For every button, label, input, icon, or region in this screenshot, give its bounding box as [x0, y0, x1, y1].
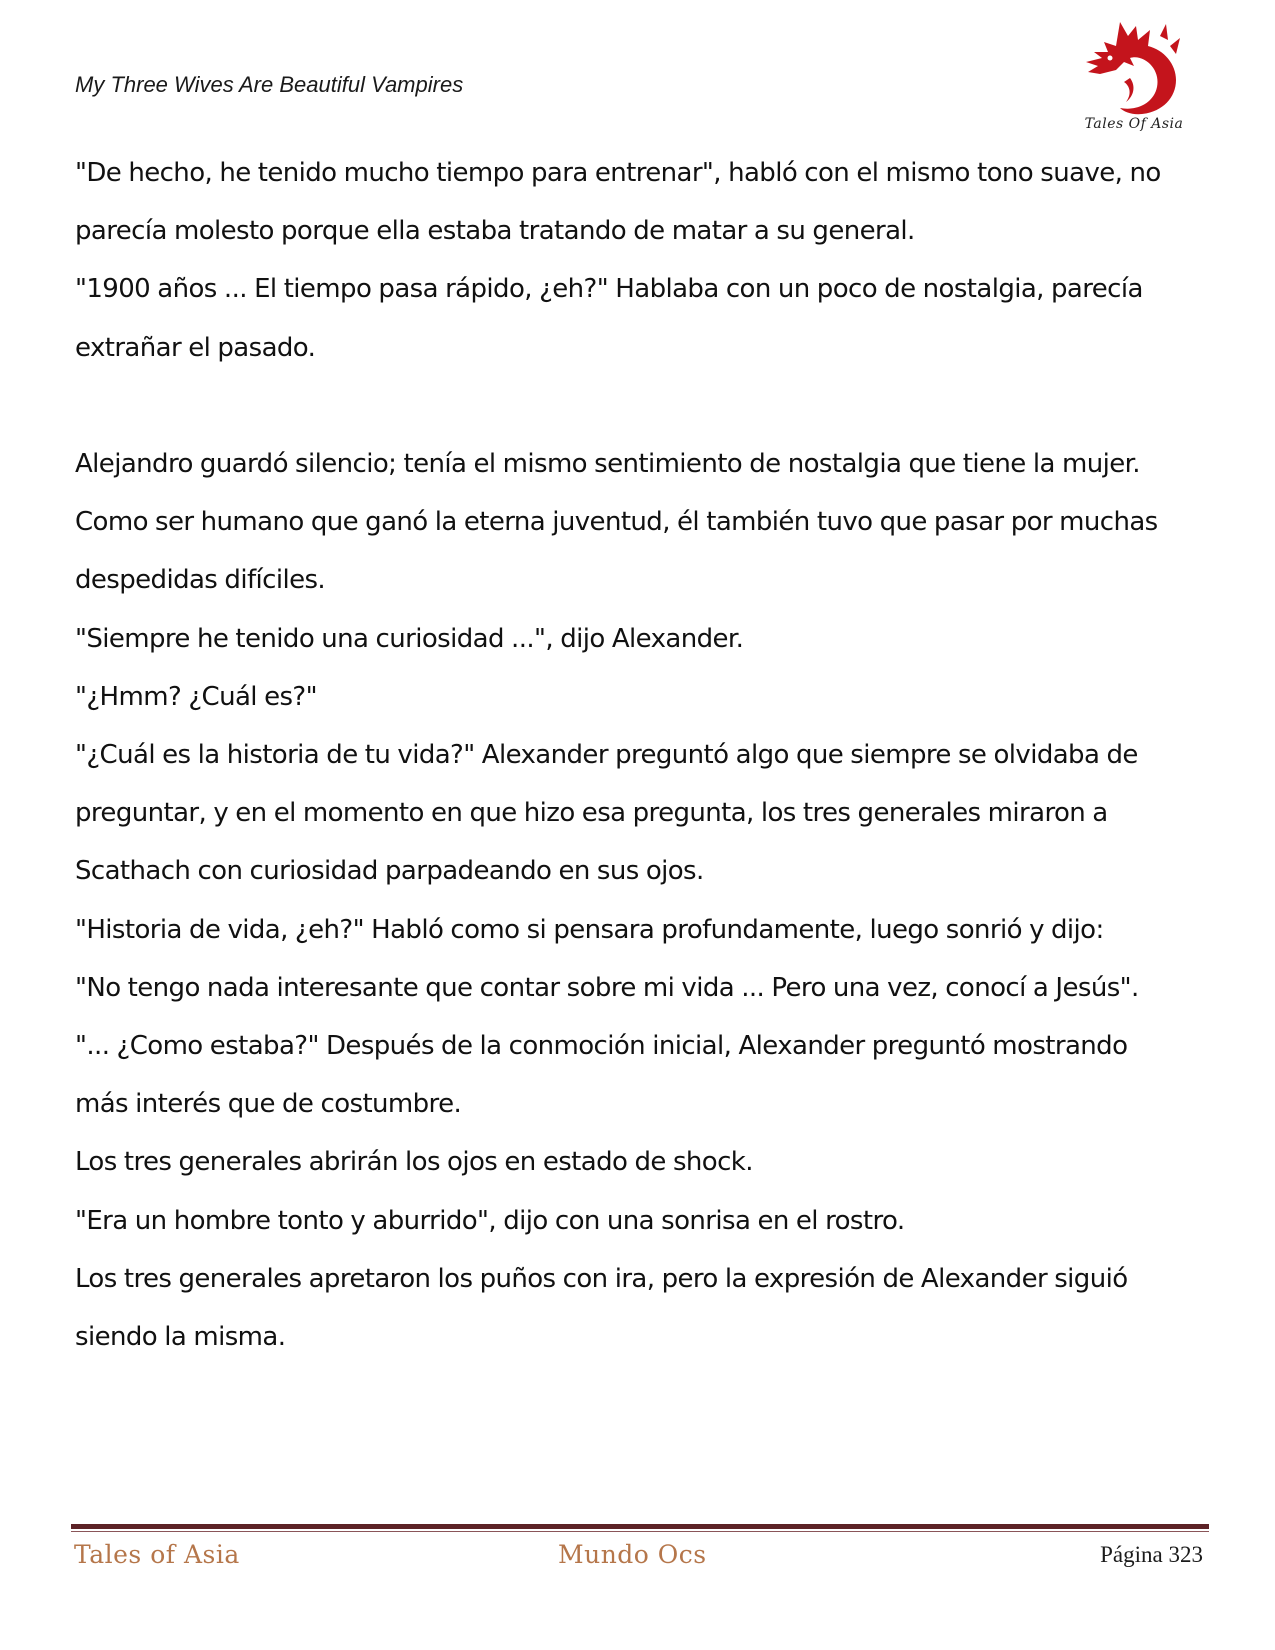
text-line: más interés que de costumbre.	[75, 1089, 462, 1120]
text-line: "... ¿Como estaba?" Después de la conmoción inicial, Alexander preguntó mostrando	[75, 1031, 1128, 1062]
text-line: "De hecho, he tenido mucho tiempo para entrenar", habló con el mismo tono suave, no	[75, 158, 1161, 188]
text-line: parecía molesto porque ella estaba tratando de matar a su general.	[75, 216, 915, 247]
text-line: preguntar, y en el momento en que hizo esa pregunta, los tres generales miraron a	[75, 798, 1108, 829]
page-number: Página 323	[1100, 1542, 1203, 1567]
text-line: "Siempre he tenido una curiosidad ...", dijo Alexander.	[75, 623, 744, 654]
text-line: extrañar el pasado.	[75, 332, 316, 363]
book-title: My Three Wives Are Beautiful Vampires	[75, 72, 464, 97]
text-line: "¿Cuál es la historia de tu vida?" Alexander preguntó algo que siempre se olvidaba de	[75, 740, 1138, 771]
footer-brand: Tales of Asia	[74, 1540, 240, 1569]
text-line: "Era un hombre tonto y aburrido", dijo con una sonrisa en el rostro.	[75, 1205, 905, 1236]
text-line: "Historia de vida, ¿eh?" Habló como si pensara profundamente, luego sonrió y dijo:	[75, 914, 1104, 945]
text-line: "1900 años ... El tiempo pasa rápido, ¿eh?" Hablaba con un poco de nostalgia, parecía	[75, 274, 1143, 305]
dragon-icon	[1080, 16, 1188, 120]
blank-line	[75, 377, 1205, 435]
tales-of-asia-logo	[1080, 16, 1188, 138]
logo-text: Tales Of Asia	[1084, 116, 1184, 132]
text-line: Los tres generales abrirán los ojos en estado de shock.	[75, 1147, 753, 1178]
footer-divider-thin	[71, 1531, 1209, 1532]
text-line: Como ser humano que ganó la eterna juventud, él también tuvo que pasar por muchas	[75, 507, 1158, 538]
text-line: "¿Hmm? ¿Cuál es?"	[75, 681, 317, 712]
text-line: despedidas difíciles.	[75, 565, 326, 596]
text-line: Alejandro guardó silencio; tenía el mismo sentimiento de nostalgia que tiene la mujer.	[75, 449, 1140, 479]
footer-translator: Mundo Ocs	[558, 1540, 707, 1569]
text-line: "No tengo nada interesante que contar sobre mi vida ... Pero una vez, conocí a Jesús".	[75, 972, 1139, 1003]
page-body	[75, 144, 1205, 1366]
text-line: siendo la misma.	[75, 1322, 286, 1353]
text-line: Scathach con curiosidad parpadeando en sus ojos.	[75, 856, 704, 887]
footer-divider	[71, 1524, 1209, 1529]
text-line: Los tres generales apretaron los puños con ira, pero la expresión de Alexander siguió	[75, 1263, 1128, 1294]
